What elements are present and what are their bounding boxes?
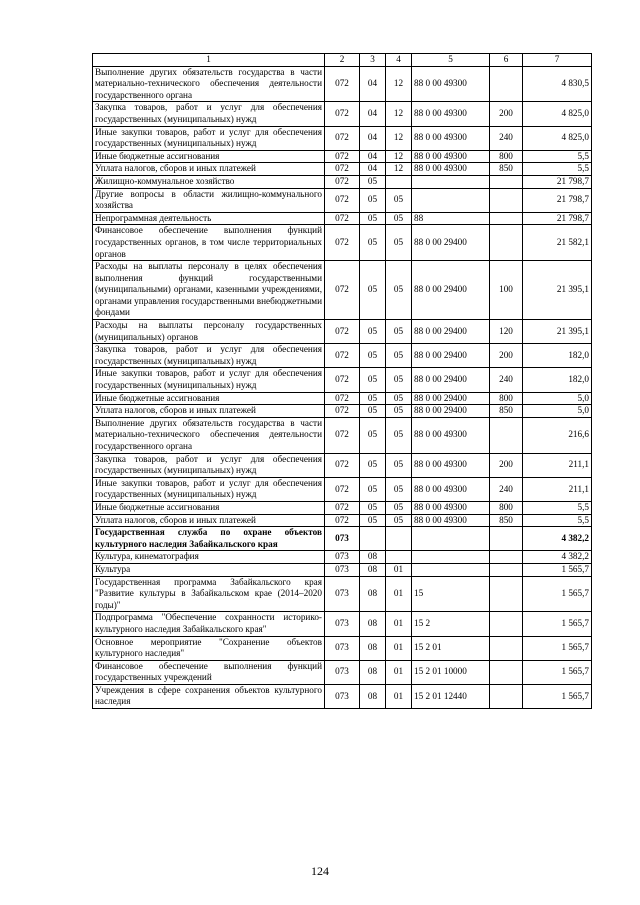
table-row: [93, 636, 592, 660]
cell-section-code: 05: [360, 320, 386, 344]
cell-subsection-code: 05: [386, 453, 412, 477]
cell-ministry-code: 073: [325, 527, 360, 551]
cell-amount: 21 798,7: [523, 175, 592, 188]
table-row: [93, 612, 592, 636]
cell-expense-type: 800: [490, 501, 523, 514]
column-header: 6: [490, 54, 523, 67]
cell-subsection-code: 05: [386, 392, 412, 405]
cell-amount: 21 395,1: [523, 261, 592, 320]
cell-name: Уплата налогов, сборов и иных платежей: [93, 405, 325, 418]
cell-expense-type: [490, 225, 523, 261]
cell-name: Государственная служба по охране объектов культурного наследия Забайкальского края: [93, 527, 325, 551]
cell-name: Финансовое обеспечение выполнения функций государственных учреждений: [93, 660, 325, 684]
cell-target-article: [412, 175, 490, 188]
cell-subsection-code: 05: [386, 225, 412, 261]
cell-section-code: 08: [360, 636, 386, 660]
table-row: [93, 261, 592, 320]
cell-expense-type: 850: [490, 514, 523, 527]
cell-expense-type: [490, 66, 523, 102]
cell-ministry-code: 072: [325, 150, 360, 163]
table-row: [93, 392, 592, 405]
table-row: [93, 417, 592, 453]
cell-expense-type: [490, 684, 523, 708]
cell-subsection-code: [386, 527, 412, 551]
cell-expense-type: [490, 417, 523, 453]
cell-amount: 4 830,5: [523, 66, 592, 102]
cell-target-article: [412, 563, 490, 576]
cell-target-article: 88 0 00 29400: [412, 320, 490, 344]
cell-section-code: 05: [360, 453, 386, 477]
cell-name: Культура: [93, 563, 325, 576]
cell-name: Иные закупки товаров, работ и услуг для обеспечения государственных (муниципальных) нужд: [93, 368, 325, 392]
cell-expense-type: [490, 563, 523, 576]
cell-section-code: 05: [360, 477, 386, 501]
cell-target-article: [412, 527, 490, 551]
table-row: [93, 684, 592, 708]
cell-section-code: 04: [360, 66, 386, 102]
cell-subsection-code: 05: [386, 417, 412, 453]
table-row: [93, 163, 592, 176]
cell-expense-type: 200: [490, 453, 523, 477]
cell-section-code: 05: [360, 368, 386, 392]
cell-name: Финансовое обеспечение выполнения функций государственных органов, в том числе территориальных органов: [93, 225, 325, 261]
cell-ministry-code: 072: [325, 163, 360, 176]
cell-section-code: 08: [360, 551, 386, 564]
cell-subsection-code: 05: [386, 188, 412, 212]
cell-section-code: 05: [360, 225, 386, 261]
cell-amount: 4 382,2: [523, 527, 592, 551]
cell-expense-type: 100: [490, 261, 523, 320]
cell-expense-type: 800: [490, 150, 523, 163]
cell-amount: 5,0: [523, 392, 592, 405]
cell-target-article: 15 2: [412, 612, 490, 636]
cell-target-article: 88 0 00 49300: [412, 501, 490, 514]
cell-subsection-code: 12: [386, 66, 412, 102]
cell-section-code: 04: [360, 163, 386, 176]
cell-expense-type: 240: [490, 126, 523, 150]
cell-ministry-code: 073: [325, 551, 360, 564]
cell-subsection-code: [386, 175, 412, 188]
cell-expense-type: [490, 188, 523, 212]
cell-expense-type: [490, 636, 523, 660]
cell-amount: 1 565,7: [523, 660, 592, 684]
cell-amount: 182,0: [523, 368, 592, 392]
cell-subsection-code: 05: [386, 212, 412, 225]
cell-name: Непрограммная деятельность: [93, 212, 325, 225]
cell-name: Уплата налогов, сборов и иных платежей: [93, 163, 325, 176]
cell-section-code: 05: [360, 212, 386, 225]
cell-expense-type: [490, 175, 523, 188]
cell-target-article: 88 0 00 49300: [412, 417, 490, 453]
cell-section-code: 08: [360, 576, 386, 612]
cell-name: Расходы на выплаты персоналу государственных (муниципальных) органов: [93, 320, 325, 344]
table-row: [93, 150, 592, 163]
cell-subsection-code: [386, 551, 412, 564]
cell-ministry-code: 072: [325, 392, 360, 405]
cell-subsection-code: 05: [386, 344, 412, 368]
cell-subsection-code: 05: [386, 368, 412, 392]
cell-target-article: 88: [412, 212, 490, 225]
cell-subsection-code: 05: [386, 261, 412, 320]
table-row: [93, 477, 592, 501]
cell-amount: 21 395,1: [523, 320, 592, 344]
cell-ministry-code: 072: [325, 66, 360, 102]
cell-amount: 5,0: [523, 405, 592, 418]
cell-subsection-code: 01: [386, 563, 412, 576]
cell-name: Основное мероприятие "Сохранение объектов культурного наследия": [93, 636, 325, 660]
cell-subsection-code: 01: [386, 576, 412, 612]
table-row: [93, 344, 592, 368]
cell-amount: 5,5: [523, 150, 592, 163]
cell-expense-type: 850: [490, 405, 523, 418]
cell-subsection-code: 05: [386, 405, 412, 418]
cell-name: Иные бюджетные ассигнования: [93, 392, 325, 405]
cell-target-article: 88 0 00 49300: [412, 453, 490, 477]
table-body: [93, 66, 592, 708]
table-row: [93, 66, 592, 102]
cell-target-article: 88 0 00 49300: [412, 150, 490, 163]
cell-ministry-code: 073: [325, 684, 360, 708]
cell-expense-type: [490, 212, 523, 225]
cell-expense-type: 120: [490, 320, 523, 344]
column-header: 1: [93, 54, 325, 67]
cell-name: Государственная программа Забайкальского края "Развитие культуры в Забайкальском крае (2014–2020 годы)": [93, 576, 325, 612]
cell-amount: 5,5: [523, 514, 592, 527]
cell-target-article: 88 0 00 49300: [412, 514, 490, 527]
cell-name: Иные бюджетные ассигнования: [93, 150, 325, 163]
cell-target-article: 88 0 00 29400: [412, 405, 490, 418]
table-row: [93, 175, 592, 188]
cell-section-code: 04: [360, 102, 386, 126]
cell-target-article: 88 0 00 49300: [412, 102, 490, 126]
table-row: [93, 126, 592, 150]
cell-amount: 1 565,7: [523, 636, 592, 660]
cell-ministry-code: 072: [325, 175, 360, 188]
cell-subsection-code: 12: [386, 102, 412, 126]
cell-amount: 5,5: [523, 163, 592, 176]
cell-ministry-code: 073: [325, 576, 360, 612]
column-header: 4: [386, 54, 412, 67]
cell-subsection-code: 01: [386, 636, 412, 660]
cell-target-article: 88 0 00 29400: [412, 344, 490, 368]
cell-ministry-code: 072: [325, 261, 360, 320]
cell-ministry-code: 072: [325, 225, 360, 261]
cell-target-article: 88 0 00 49300: [412, 477, 490, 501]
cell-expense-type: [490, 527, 523, 551]
cell-name: Иные закупки товаров, работ и услуг для обеспечения государственных (муниципальных) нужд: [93, 477, 325, 501]
cell-subsection-code: 01: [386, 612, 412, 636]
table-row: [93, 453, 592, 477]
cell-subsection-code: 05: [386, 477, 412, 501]
cell-expense-type: [490, 660, 523, 684]
cell-target-article: 15 2 01 10000: [412, 660, 490, 684]
cell-ministry-code: 072: [325, 453, 360, 477]
cell-name: Жилищно-коммунальное хозяйство: [93, 175, 325, 188]
cell-ministry-code: 072: [325, 212, 360, 225]
cell-target-article: [412, 551, 490, 564]
table-row: [93, 368, 592, 392]
cell-expense-type: 850: [490, 163, 523, 176]
cell-section-code: 04: [360, 126, 386, 150]
cell-name: Уплата налогов, сборов и иных платежей: [93, 514, 325, 527]
column-header: 2: [325, 54, 360, 67]
cell-ministry-code: 073: [325, 563, 360, 576]
cell-target-article: 88 0 00 29400: [412, 368, 490, 392]
cell-section-code: [360, 527, 386, 551]
cell-name: Культура, кинематография: [93, 551, 325, 564]
cell-amount: 211,1: [523, 453, 592, 477]
cell-section-code: 08: [360, 684, 386, 708]
page-number: 124: [311, 864, 329, 878]
cell-name: Выполнение других обязательств государства в части материально-технического обеспечения деятельности государственного органа: [93, 417, 325, 453]
cell-ministry-code: 072: [325, 501, 360, 514]
cell-subsection-code: 05: [386, 514, 412, 527]
cell-subsection-code: 05: [386, 320, 412, 344]
cell-amount: 21 582,1: [523, 225, 592, 261]
cell-expense-type: 240: [490, 477, 523, 501]
table-row: [93, 320, 592, 344]
cell-section-code: 08: [360, 563, 386, 576]
cell-expense-type: 200: [490, 344, 523, 368]
cell-amount: 1 565,7: [523, 684, 592, 708]
cell-ministry-code: 072: [325, 126, 360, 150]
column-header: 7: [523, 54, 592, 67]
cell-section-code: 05: [360, 514, 386, 527]
budget-table: [92, 53, 592, 709]
cell-section-code: 05: [360, 392, 386, 405]
table-row: [93, 551, 592, 564]
cell-section-code: 05: [360, 344, 386, 368]
cell-amount: 21 798,7: [523, 188, 592, 212]
cell-ministry-code: 073: [325, 660, 360, 684]
cell-expense-type: [490, 612, 523, 636]
cell-section-code: 05: [360, 175, 386, 188]
cell-name: Подпрограмма "Обеспечение сохранности историко-культурного наследия Забайкальского края": [93, 612, 325, 636]
cell-subsection-code: 01: [386, 660, 412, 684]
cell-amount: 4 825,0: [523, 126, 592, 150]
cell-name: Выполнение других обязательств государства в части материально-технического обеспечения деятельности государственного органа: [93, 66, 325, 102]
cell-name: Закупка товаров, работ и услуг для обеспечения государственных (муниципальных) нужд: [93, 453, 325, 477]
table-row: [93, 514, 592, 527]
header-row: [93, 54, 592, 67]
cell-target-article: 88 0 00 29400: [412, 392, 490, 405]
cell-expense-type: [490, 551, 523, 564]
cell-ministry-code: 072: [325, 405, 360, 418]
cell-amount: 211,1: [523, 477, 592, 501]
cell-target-article: 88 0 00 29400: [412, 261, 490, 320]
cell-name: Расходы на выплаты персоналу в целях обеспечения выполнения функций государственными (муниципальными) органами, казенными учреждениями, органами управления государственными внебюджетными фондами: [93, 261, 325, 320]
column-header: 5: [412, 54, 490, 67]
cell-ministry-code: 072: [325, 344, 360, 368]
table-row: [93, 576, 592, 612]
column-header: 3: [360, 54, 386, 67]
cell-subsection-code: 12: [386, 163, 412, 176]
cell-target-article: [412, 188, 490, 212]
cell-amount: 1 565,7: [523, 563, 592, 576]
cell-amount: 21 798,7: [523, 212, 592, 225]
cell-section-code: 05: [360, 188, 386, 212]
cell-ministry-code: 073: [325, 636, 360, 660]
cell-target-article: 88 0 00 49300: [412, 126, 490, 150]
cell-ministry-code: 072: [325, 102, 360, 126]
table-row: [93, 212, 592, 225]
cell-expense-type: 200: [490, 102, 523, 126]
cell-ministry-code: 072: [325, 417, 360, 453]
cell-name: Другие вопросы в области жилищно-коммунального хозяйства: [93, 188, 325, 212]
cell-name: Закупка товаров, работ и услуг для обеспечения государственных (муниципальных) нужд: [93, 344, 325, 368]
cell-section-code: 04: [360, 150, 386, 163]
cell-section-code: 05: [360, 501, 386, 514]
table-row: [93, 405, 592, 418]
cell-section-code: 08: [360, 612, 386, 636]
cell-section-code: 05: [360, 261, 386, 320]
cell-subsection-code: 12: [386, 150, 412, 163]
cell-section-code: 05: [360, 417, 386, 453]
cell-amount: 1 565,7: [523, 576, 592, 612]
cell-target-article: 15 2 01 12440: [412, 684, 490, 708]
cell-amount: 5,5: [523, 501, 592, 514]
cell-amount: 4 382,2: [523, 551, 592, 564]
cell-amount: 4 825,0: [523, 102, 592, 126]
cell-name: Иные закупки товаров, работ и услуг для обеспечения государственных (муниципальных) нужд: [93, 126, 325, 150]
cell-amount: 216,6: [523, 417, 592, 453]
table-row: [93, 102, 592, 126]
cell-target-article: 15: [412, 576, 490, 612]
cell-target-article: 88 0 00 49300: [412, 66, 490, 102]
table-row: [93, 563, 592, 576]
cell-ministry-code: 072: [325, 368, 360, 392]
cell-target-article: 15 2 01: [412, 636, 490, 660]
cell-ministry-code: 072: [325, 514, 360, 527]
cell-subsection-code: 01: [386, 684, 412, 708]
cell-ministry-code: 072: [325, 477, 360, 501]
cell-ministry-code: 072: [325, 320, 360, 344]
cell-name: Учреждения в сфере сохранения объектов культурного наследия: [93, 684, 325, 708]
cell-expense-type: [490, 576, 523, 612]
table-row: [93, 188, 592, 212]
cell-section-code: 08: [360, 660, 386, 684]
cell-name: Иные бюджетные ассигнования: [93, 501, 325, 514]
table-row: [93, 660, 592, 684]
cell-target-article: 88 0 00 29400: [412, 225, 490, 261]
cell-subsection-code: 12: [386, 126, 412, 150]
cell-expense-type: 240: [490, 368, 523, 392]
cell-section-code: 05: [360, 405, 386, 418]
table-row: [93, 501, 592, 514]
table-row: [93, 527, 592, 551]
table-row: [93, 225, 592, 261]
cell-amount: 182,0: [523, 344, 592, 368]
cell-ministry-code: 072: [325, 188, 360, 212]
cell-expense-type: 800: [490, 392, 523, 405]
cell-target-article: 88 0 00 49300: [412, 163, 490, 176]
cell-amount: 1 565,7: [523, 612, 592, 636]
cell-subsection-code: 05: [386, 501, 412, 514]
cell-name: Закупка товаров, работ и услуг для обеспечения государственных (муниципальных) нужд: [93, 102, 325, 126]
cell-ministry-code: 073: [325, 612, 360, 636]
